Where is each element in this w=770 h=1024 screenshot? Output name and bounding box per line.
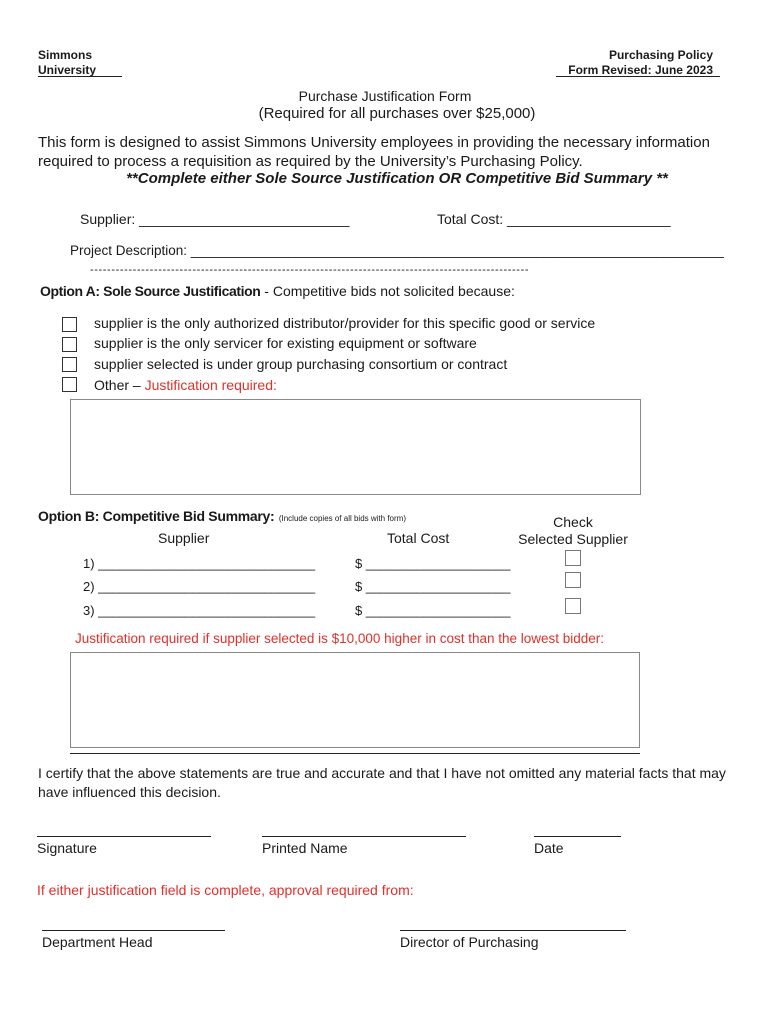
date-line[interactable] <box>534 836 621 837</box>
intro-line2: required to process a requisition as required by the University’s Purchasing Policy. <box>38 153 583 170</box>
certification-text <box>38 764 763 802</box>
option-a-item-4 <box>94 377 277 393</box>
signature-label: Signature <box>37 840 97 856</box>
check-selected-header <box>508 514 638 548</box>
policy-line1: Purchasing Policy <box>608 48 713 62</box>
check-header-line2: Selected Supplier <box>518 531 628 547</box>
header-left-rule <box>38 76 122 77</box>
section-divider: ------------------------------------------------------------------------------------------------------- <box>90 264 530 276</box>
intro-text <box>38 133 763 171</box>
option-b-note: (Include copies of all bids with form) <box>278 514 406 523</box>
certify-line2: have influenced this decision. <box>38 784 221 800</box>
instruction: **Complete either Sole Source Justification OR Competitive Bid Summary ** <box>126 170 668 187</box>
total-cost-field[interactable]: Total Cost: _____________________ <box>437 211 671 227</box>
option-b-heading <box>38 508 406 526</box>
signature-line[interactable] <box>37 836 211 837</box>
form-title: Purchase Justification Form <box>298 88 472 104</box>
policy-info <box>568 48 713 78</box>
department-head-label: Department Head <box>42 934 153 950</box>
date-label: Date <box>534 840 564 856</box>
option-a-other-note: Justification required: <box>144 377 277 393</box>
check-header-line1: Check <box>553 514 593 530</box>
supplier-field[interactable]: Supplier: ___________________________ <box>80 211 350 227</box>
option-a-item-1: supplier is the only authorized distributor/provider for this specific good or service <box>94 315 596 331</box>
org-name-line1: Simmons <box>38 48 93 62</box>
bid-row-3-checkbox[interactable] <box>565 598 581 614</box>
bid-row-3-cost[interactable]: $ ____________________ <box>355 603 511 618</box>
option-a-title: Option A: Sole Source Justification <box>40 283 261 299</box>
supplier-column-header: Supplier <box>158 530 210 546</box>
total-cost-column-header: Total Cost <box>387 530 450 546</box>
option-a-justification-box[interactable] <box>70 399 641 495</box>
option-a-checkbox-2[interactable] <box>62 337 77 352</box>
bid-row-3-supplier[interactable]: 3) ______________________________ <box>83 603 316 618</box>
department-head-line[interactable] <box>42 930 225 931</box>
org-name <box>38 48 96 78</box>
bid-row-1-supplier[interactable]: 1) ______________________________ <box>83 556 316 571</box>
org-name-line2: University <box>38 63 97 77</box>
certify-line1: I certify that the above statements are true and accurate and that I have not omitted any material facts that may <box>38 765 726 781</box>
bid-row-1-cost[interactable]: $ ____________________ <box>355 556 511 571</box>
printed-name-label: Printed Name <box>262 840 348 856</box>
policy-line2: Form Revised: June 2023 <box>568 63 713 77</box>
option-a-other-label: Other – <box>94 377 145 393</box>
bid-row-2-supplier[interactable]: 2) ______________________________ <box>83 579 316 594</box>
bid-row-1-checkbox[interactable] <box>565 550 581 566</box>
option-b-justification-box[interactable] <box>70 652 640 748</box>
printed-name-line[interactable] <box>262 836 466 837</box>
option-a-heading <box>40 283 515 299</box>
bid-row-2-checkbox[interactable] <box>565 572 581 588</box>
option-a-item-2: supplier is the only servicer for existing equipment or software <box>94 335 477 351</box>
approval-note: If either justification field is complete, approval required from: <box>37 882 414 898</box>
option-b-title: Option B: Competitive Bid Summary: <box>38 508 275 524</box>
option-b-rule <box>70 753 640 754</box>
option-a-item-3: supplier selected is under group purchasing consortium or contract <box>94 356 508 372</box>
director-line[interactable] <box>400 930 626 931</box>
header-right-rule <box>556 76 720 77</box>
option-a-checkbox-1[interactable] <box>62 317 77 332</box>
director-label: Director of Purchasing <box>400 934 539 950</box>
bid-row-2-cost[interactable]: $ ____________________ <box>355 579 511 594</box>
option-b-justification-note: Justification required if supplier selected is $10,000 higher in cost than the lowest bidder: <box>75 631 605 646</box>
option-a-checkbox-3[interactable] <box>62 357 77 372</box>
project-description-field[interactable]: Project Description: _______________________________________________________________________ <box>70 243 724 258</box>
intro-line1: This form is designed to assist Simmons University employees in providing the necessary information <box>38 134 710 151</box>
option-a-reason: - Competitive bids not solicited because: <box>260 283 515 299</box>
form-subtitle: (Required for all purchases over $25,000) <box>258 105 536 122</box>
option-a-checkbox-4[interactable] <box>62 377 77 392</box>
